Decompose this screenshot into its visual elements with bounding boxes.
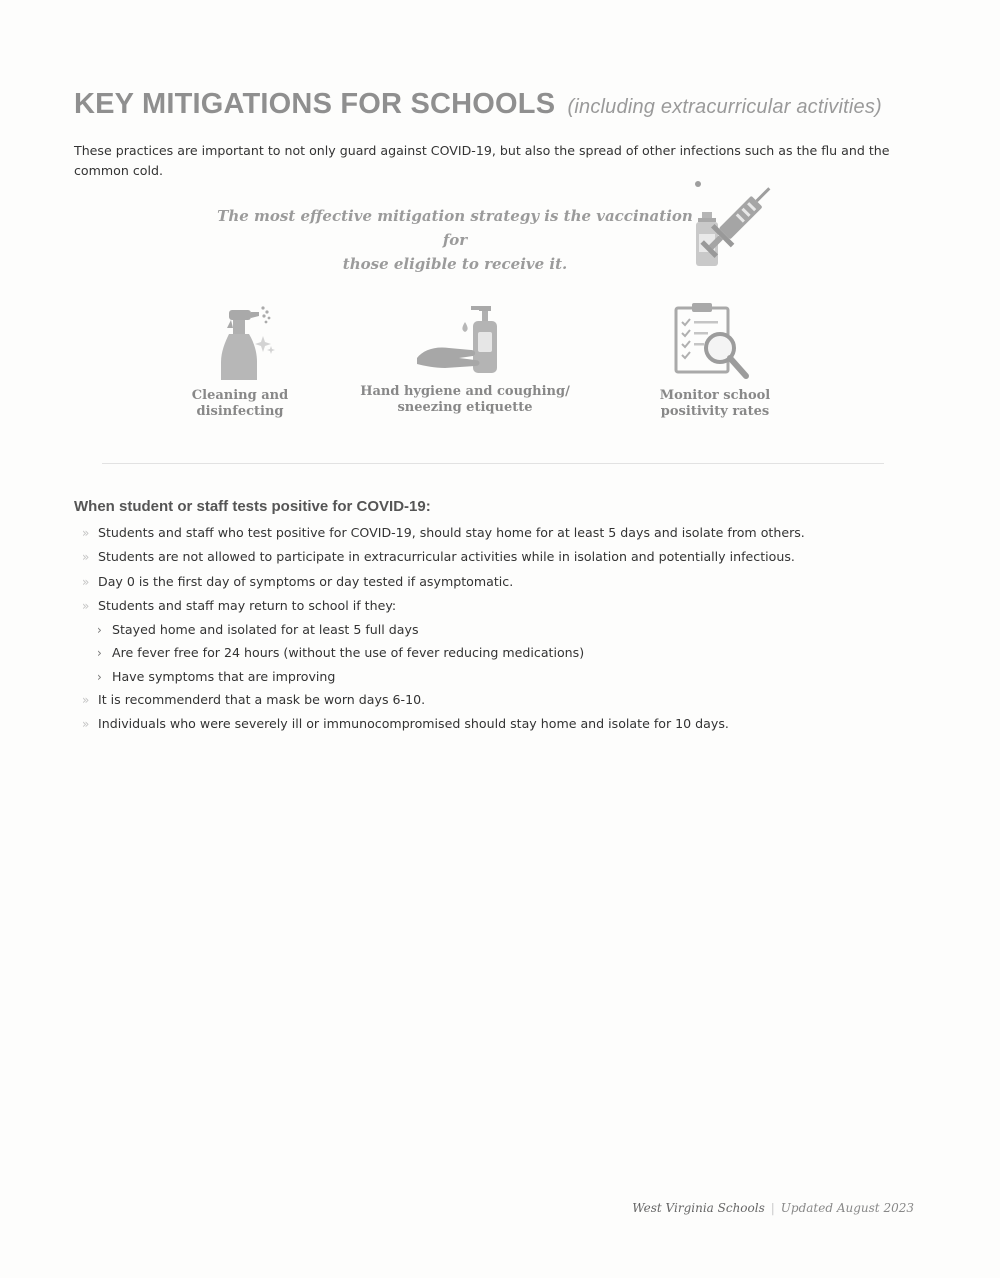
list-item [82, 571, 942, 595]
footer-separator: | [770, 1201, 775, 1215]
list-item [82, 713, 942, 737]
positive-section-heading: When student or staff tests positive for COVID-19: [74, 498, 431, 515]
bullet-marker: » [82, 526, 90, 540]
sub-bullet-marker: › [97, 646, 102, 661]
vaccine-callout-line1: The most effective mitigation strategy is the vaccination for [217, 207, 693, 249]
mitigation-label-line2: sneezing etiquette [397, 400, 533, 415]
hand-soap-icon [415, 300, 515, 380]
sub-list-item-text: Have symptoms that are improving [112, 668, 336, 684]
footer-updated: Updated August 2023 [780, 1201, 914, 1215]
sub-list-item [82, 642, 942, 665]
list-item [82, 689, 942, 713]
vaccine-callout [205, 204, 705, 276]
mitigation-label [170, 388, 310, 420]
mitigation-label-line1: Monitor school [659, 388, 771, 403]
mitigation-label-line1: Cleaning and [191, 388, 289, 403]
mitigation-label [355, 384, 575, 416]
mitigation-label-line2: disinfecting [196, 404, 284, 419]
footer-org: West Virginia Schools [632, 1201, 765, 1215]
mitigation-label [635, 388, 795, 420]
section-divider [102, 463, 884, 464]
list-item [82, 522, 942, 546]
bullet-marker: » [82, 717, 90, 732]
page-title [74, 88, 882, 121]
intro-paragraph: These practices are important to not only guard against COVID-19, but also the spread of other infections such as the flu and the common cold. [74, 143, 890, 178]
list-item-text: Students and staff may return to school if they: [98, 597, 397, 613]
title-subtitle: (including extracurricular activities) [567, 96, 882, 118]
list-item-text: Individuals who were severely ill or immunocompromised should stay home and isolate for 10 days. [98, 716, 729, 732]
mitigation-hand-hygiene [355, 300, 575, 416]
sub-bullet-marker: › [97, 669, 102, 684]
list-item-text: Students are not allowed to participate in extracurricular activities while in isolation and potentially infectious. [98, 549, 795, 565]
list-item-text: Day 0 is the first day of symptoms or day tested if asymptomatic. [98, 573, 514, 589]
title-main: KEY MITIGATIONS FOR SCHOOLS [74, 88, 556, 120]
positive-guidance-list [82, 522, 942, 738]
mitigation-label-line1: Hand hygiene and coughing/ [360, 384, 570, 399]
spray-bottle-icon [205, 300, 275, 384]
list-item [82, 595, 942, 619]
bullet-marker: » [82, 550, 90, 565]
bullet-marker: » [82, 693, 90, 708]
clipboard-magnifier-icon [670, 300, 760, 384]
sub-list-item-text: Stayed home and isolated for at least 5 full days [112, 622, 419, 638]
list-item [82, 546, 942, 570]
mitigation-monitor-positivity [635, 300, 795, 420]
mitigation-label-line2: positivity rates [660, 404, 770, 419]
sub-list-item [82, 666, 942, 689]
bullet-marker: » [82, 574, 90, 589]
list-item-text: It is recommenderd that a mask be worn days 6-10. [98, 692, 426, 708]
sub-list-item-text: Are fever free for 24 hours (without the use of fever reducing medications) [112, 645, 585, 661]
bullet-marker: » [82, 598, 90, 613]
mitigation-cleaning [170, 300, 310, 420]
list-item-text: Students and staff who test positive for COVID-19, should stay home for at least 5 days and isolate from others. [98, 525, 805, 540]
vaccine-callout-line2: those eligible to receive it. [342, 255, 568, 273]
page-footer [632, 1201, 914, 1215]
sub-list-item [82, 619, 942, 642]
sub-bullet-marker: › [97, 623, 102, 638]
syringe-vial-icon [688, 176, 778, 272]
